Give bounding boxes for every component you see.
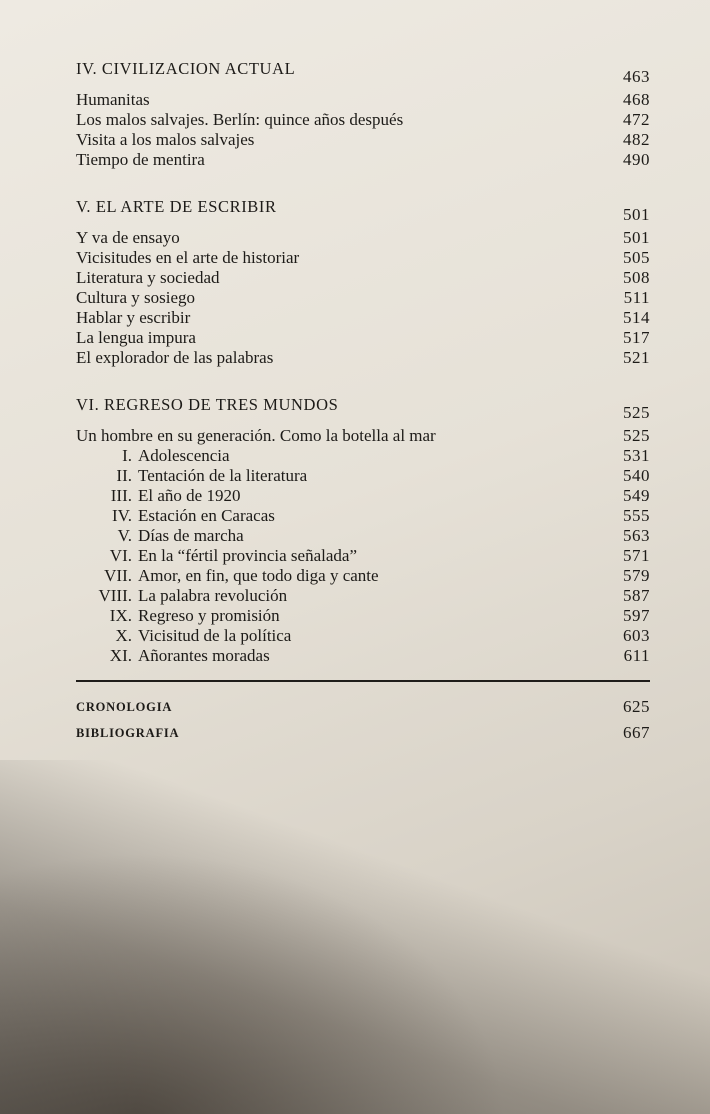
entry-title: BIBLIOGRAFIA [76, 726, 180, 740]
toc-entry [76, 308, 650, 328]
toc-subentry [76, 486, 650, 506]
toc-entry [76, 90, 650, 110]
toc-entry [76, 328, 650, 348]
roman-numeral: VIII. [98, 586, 132, 605]
entry-title: Días de marcha [138, 526, 244, 545]
appendix-entry [76, 720, 650, 746]
page-number: 531 [623, 446, 650, 465]
page-number: 667 [623, 723, 650, 742]
toc-subentry [76, 466, 650, 486]
page-number: 525 [623, 403, 650, 422]
entry-title: Adolescencia [138, 446, 230, 465]
page-number: 579 [623, 566, 650, 585]
toc-subentry [76, 646, 650, 666]
toc-entry [76, 150, 650, 170]
page-number: 571 [623, 546, 650, 565]
roman-numeral: XI. [109, 646, 132, 665]
toc-subentry [76, 606, 650, 626]
toc-subentry [76, 526, 650, 546]
roman-numeral: VII. [104, 566, 132, 585]
page-number: 625 [623, 697, 650, 716]
page-number: 490 [623, 150, 650, 169]
section-heading [76, 56, 650, 86]
section-title: IV. CIVILIZACION ACTUAL [76, 59, 296, 78]
section-title: VI. REGRESO DE TRES MUNDOS [76, 395, 339, 414]
section-heading [76, 392, 650, 422]
page-number: 511 [623, 288, 650, 307]
roman-numeral: III. [110, 486, 132, 505]
section-title: V. EL ARTE DE ESCRIBIR [76, 197, 277, 216]
page-number: 505 [623, 248, 650, 267]
page-number: 563 [623, 526, 650, 545]
page-number: 540 [623, 466, 650, 485]
page-number: 514 [623, 308, 650, 327]
entry-title: Vicisitudes en el arte de historiar [76, 248, 300, 267]
entry-title: El explorador de las palabras [76, 348, 274, 367]
toc-subentry [76, 546, 650, 566]
entry-title: Visita a los malos salvajes [76, 130, 255, 149]
toc-subentry [76, 586, 650, 606]
entry-title: Cultura y sosiego [76, 288, 195, 307]
entry-title: Regreso y promisión [138, 606, 280, 625]
entry-title: Tentación de la literatura [138, 466, 308, 485]
page-number: 463 [623, 67, 650, 86]
toc-subentry [76, 566, 650, 586]
toc-entry [76, 426, 650, 446]
entry-title: Y va de ensayo [76, 228, 180, 247]
entry-title: Hablar y escribir [76, 308, 191, 327]
page-number: 549 [623, 486, 650, 505]
entry-title: CRONOLOGIA [76, 700, 173, 714]
page-number: 611 [623, 646, 650, 665]
entry-title: Añorantes moradas [138, 646, 270, 665]
page-number: 501 [623, 228, 650, 247]
entry-title: La lengua impura [76, 328, 196, 347]
page-number: 468 [623, 90, 650, 109]
page-number: 603 [623, 626, 650, 645]
appendix-entry [76, 694, 650, 720]
page-number: 521 [623, 348, 650, 367]
page-number: 555 [623, 506, 650, 525]
page-number: 501 [623, 205, 650, 224]
toc-subentry [76, 446, 650, 466]
table-of-contents [76, 56, 650, 746]
entry-title: El año de 1920 [138, 486, 241, 505]
toc-entry [76, 110, 650, 130]
toc-entry [76, 288, 650, 308]
page-number: 517 [623, 328, 650, 347]
section-heading [76, 194, 650, 224]
entry-title: Literatura y sociedad [76, 268, 220, 287]
roman-numeral: VI. [109, 546, 132, 565]
roman-numeral: V. [117, 526, 132, 545]
photo-shadow [0, 760, 710, 1114]
roman-numeral: X. [115, 626, 132, 645]
entry-title: La palabra revolución [138, 586, 288, 605]
roman-numeral: IX. [109, 606, 132, 625]
entry-title: Humanitas [76, 90, 150, 109]
page-number: 587 [623, 586, 650, 605]
entry-title: Vicisitud de la política [138, 626, 292, 645]
horizontal-rule [76, 680, 650, 682]
page-number: 482 [623, 130, 650, 149]
page-number: 525 [623, 426, 650, 445]
roman-numeral: II. [116, 466, 132, 485]
page-number: 508 [623, 268, 650, 287]
page-number: 472 [623, 110, 650, 129]
entry-title: En la “fértil provincia señalada” [138, 546, 357, 565]
toc-entry [76, 248, 650, 268]
toc-subentry [76, 626, 650, 646]
toc-entry [76, 130, 650, 150]
entry-title: Tiempo de mentira [76, 150, 205, 169]
entry-title: Estación en Caracas [138, 506, 275, 525]
entry-title: Amor, en fin, que todo diga y cante [138, 566, 379, 585]
entry-title: Un hombre en su generación. Como la botella al mar [76, 426, 436, 445]
toc-entry [76, 228, 650, 248]
toc-entry [76, 268, 650, 288]
roman-numeral: IV. [112, 506, 132, 525]
toc-entry [76, 348, 650, 368]
roman-numeral: I. [122, 446, 132, 465]
entry-title: Los malos salvajes. Berlín: quince años después [76, 110, 404, 129]
toc-subentry [76, 506, 650, 526]
page-number: 597 [623, 606, 650, 625]
